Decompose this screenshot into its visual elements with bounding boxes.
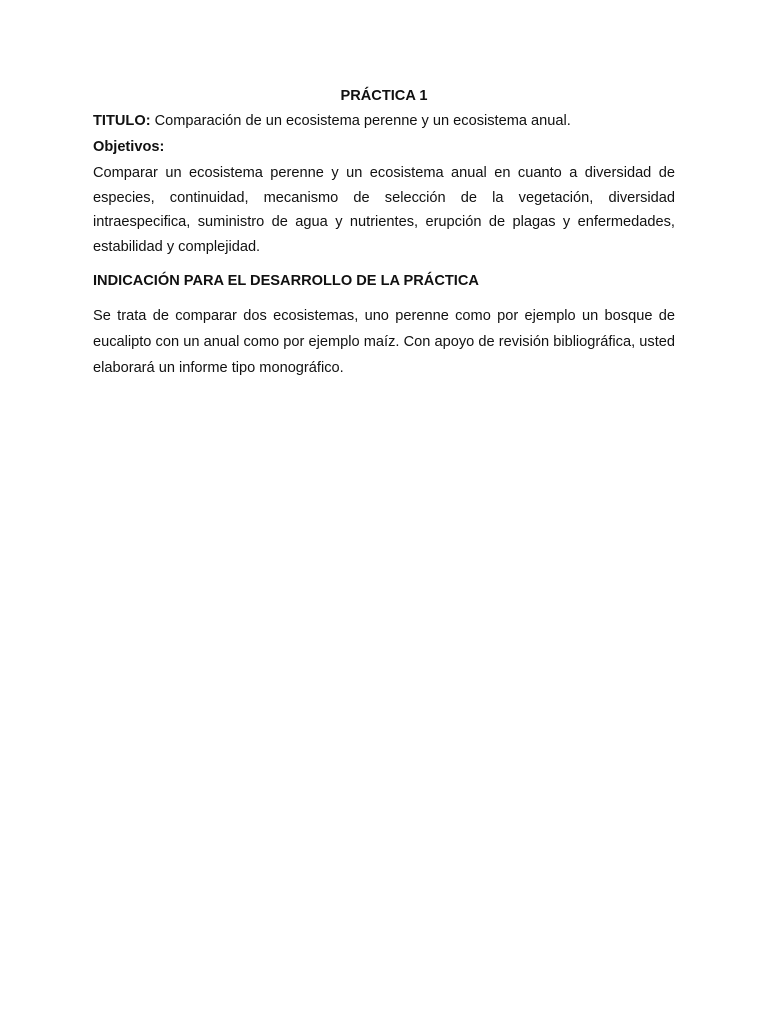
objectives-label: Objetivos: — [93, 139, 165, 155]
practice-heading: PRÁCTICA 1 — [340, 88, 428, 104]
title-text: Comparación de un ecosistema perenne y un ecosistema anual. — [154, 113, 571, 129]
objectives-paragraph: Comparar un ecosistema perenne y un ecosistema anual en cuanto a diversidad de especies, continuidad, mecanismo de selección de la vegetación, diversidad intraespecifica, suministro de agua y nutrientes, erupción de plagas y enfermedades, estabilidad y complejidad. — [93, 165, 675, 255]
title-label: TITULO: — [93, 113, 151, 129]
title-line — [93, 109, 675, 133]
document-content — [93, 84, 675, 381]
instructions-paragraph: Se trata de comparar dos ecosistemas, uno perenne como por ejemplo un bosque de eucalipto con un anual como por ejemplo maíz. Con apoyo de revisión bibliográfica, usted elaborará un informe tipo monográfico. — [93, 308, 675, 376]
instructions-heading: INDICACIÓN PARA EL DESARROLLO DE LA PRÁCTICA — [93, 273, 479, 289]
